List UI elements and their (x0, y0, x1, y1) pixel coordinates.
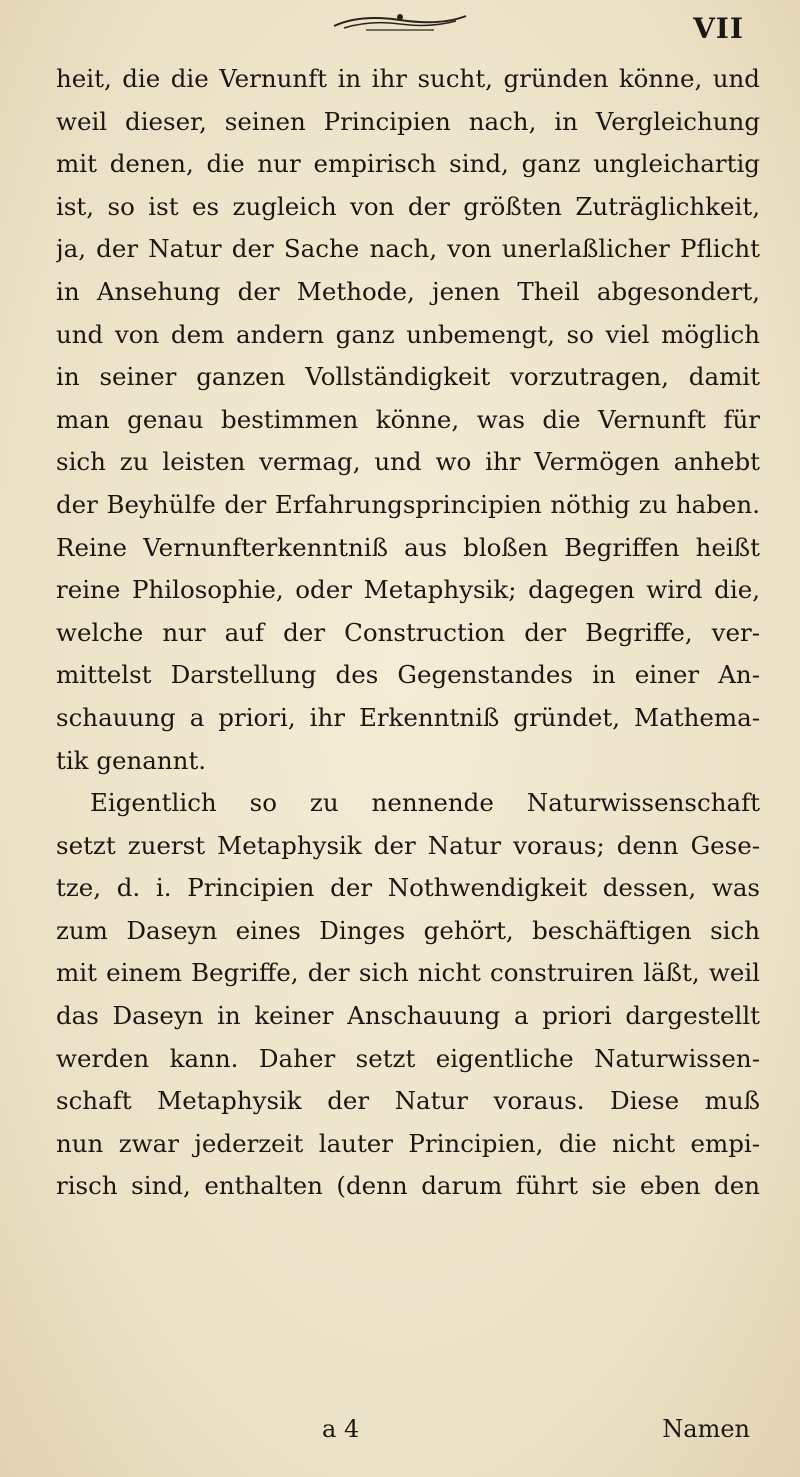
text-line: in Ansehung der Methode, jenen Theil abgesondert, (56, 276, 760, 306)
text-line: und von dem andern ganz unbemengt, so viel möglich (56, 319, 760, 349)
catchword: Namen (662, 1415, 750, 1443)
text-line: schaft Metaphysik der Natur voraus. Diese muß (56, 1086, 760, 1116)
text-line: reine Philosophie, oder Metaphysik; dagegen wird die, (56, 575, 760, 605)
text-line: der Beyhülfe der Erfahrungsprincipien nöthig zu haben. (56, 489, 760, 519)
text-line: welche nur auf der Construction der Begriffe, ver- (56, 617, 760, 647)
text-line: ja, der Natur der Sache nach, von unerlaßlicher Pflicht (56, 234, 760, 264)
text-line: Reine Vernunfterkenntniß aus bloßen Begriffen heißt (56, 532, 760, 562)
text-line: ist, so ist es zugleich von der größten Zuträglichkeit, (56, 191, 760, 221)
body-text (56, 58, 760, 1208)
text-line-paragraph-end: tik genannt. (56, 745, 207, 775)
text-line: heit, die die Vernunft in ihr sucht, gründen könne, und (56, 64, 760, 93)
text-line: setzt zuerst Metaphysik der Natur voraus; denn Gese- (56, 830, 760, 860)
text-line: risch sind, enthalten (denn darum führt sie eben den (56, 1171, 760, 1201)
text-line: mit denen, die nur empirisch sind, ganz ungleichartig (56, 149, 760, 179)
text-line: mit einem Begriffe, der sich nicht construiren läßt, weil (56, 958, 760, 988)
text-line: zum Daseyn eines Dinges gehört, beschäftigen sich (56, 915, 760, 945)
text-line: mittelst Darstellung des Gegenstandes in einer An- (56, 660, 760, 690)
text-line: tze, d. i. Principien der Nothwendigkeit dessen, was (56, 873, 760, 903)
text-line: nun zwar jederzeit lauter Principien, die nicht empi- (56, 1128, 760, 1158)
page-footer (56, 1415, 760, 1455)
text-line: sich zu leisten vermag, und wo ihr Vermögen anhebt (56, 447, 760, 477)
text-line-paragraph-start: Eigentlich so zu nennende Naturwissenschaft (90, 788, 760, 818)
text-line: in seiner ganzen Vollständigkeit vorzutragen, damit (56, 362, 760, 392)
signature-mark: a 4 (322, 1415, 360, 1443)
header-ornament (330, 8, 470, 34)
text-line: das Daseyn in keiner Anschauung a priori dargestellt (56, 1001, 760, 1031)
text-line: weil dieser, seinen Principien nach, in Vergleichung (56, 106, 760, 136)
text-line: man genau bestimmen könne, was die Vernunft für (56, 404, 760, 434)
page-number: VII (693, 12, 744, 45)
text-line: schauung a priori, ihr Erkenntniß gründet, Mathema- (56, 702, 760, 732)
text-line: werden kann. Daher setzt eigentliche Naturwissen- (56, 1043, 760, 1073)
